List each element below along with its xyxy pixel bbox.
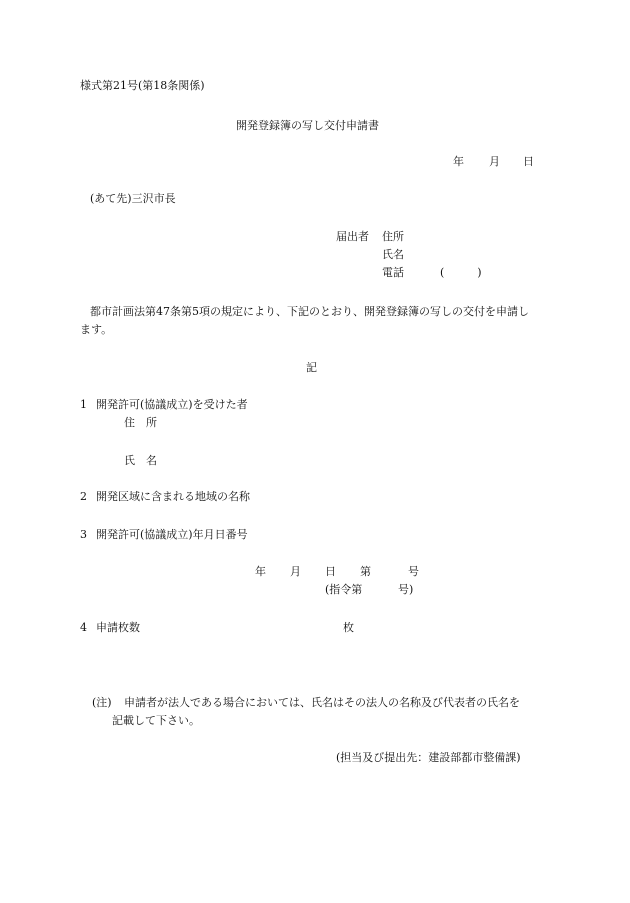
item-1-address-label: 住 所 [124, 416, 157, 429]
form-title: 開発登録簿の写し交付申請書 [236, 119, 379, 132]
item-4-number: 4 [80, 621, 87, 634]
item-3-dai-label: 第 [360, 565, 371, 578]
item-3-year-label: 年 [255, 565, 266, 578]
date-month-label: 月 [489, 155, 500, 168]
date-day-label: 日 [523, 155, 534, 168]
item-3-number: 3 [80, 528, 87, 541]
item-3-directive-open: (指令第 [325, 583, 363, 596]
applicant-phone-label: 電話 [382, 266, 404, 279]
item-3-month-label: 月 [290, 565, 301, 578]
form-number: 様式第21号(第18条関係) [80, 79, 205, 92]
note-line-1: 申請者が法人である場合においては、氏名はその法人の名称及び代表者の氏名を [124, 696, 520, 709]
item-1-number: 1 [80, 398, 87, 411]
applicant-phone-parens: ( ) [440, 266, 482, 279]
note-line-2: 記載して下さい。 [112, 714, 200, 727]
applicant-role-label: 届出者 [336, 230, 369, 243]
item-4-label: 申請枚数 [96, 621, 140, 634]
applicant-address-label: 住所 [382, 230, 404, 243]
addressee: (あて先)三沢市長 [90, 192, 176, 205]
item-3-go-label: 号 [408, 565, 419, 578]
item-3-directive-close: 号) [398, 583, 414, 596]
date-year-label: 年 [453, 155, 464, 168]
contact-info: (担当及び提出先：建設部都市整備課) [336, 751, 521, 764]
applicant-name-label: 氏名 [382, 248, 404, 261]
item-1-label: 開発許可(協議成立)を受けた者 [96, 398, 248, 411]
item-1-name-label: 氏 名 [124, 454, 157, 467]
item-3-label: 開発許可(協議成立)年月日番号 [96, 528, 248, 541]
ki-heading: 記 [306, 361, 317, 374]
item-2-number: 2 [80, 490, 87, 503]
item-2-label: 開発区域に含まれる地域の名称 [96, 490, 250, 503]
request-line-1: 都市計画法第47条第5項の規定により、下記のとおり、開発登録簿の写しの交付を申請し [90, 305, 529, 318]
request-line-2: ます。 [80, 323, 113, 336]
item-4-unit: 枚 [343, 621, 354, 634]
note-prefix: (注) [92, 696, 112, 709]
item-3-day-label: 日 [325, 565, 336, 578]
